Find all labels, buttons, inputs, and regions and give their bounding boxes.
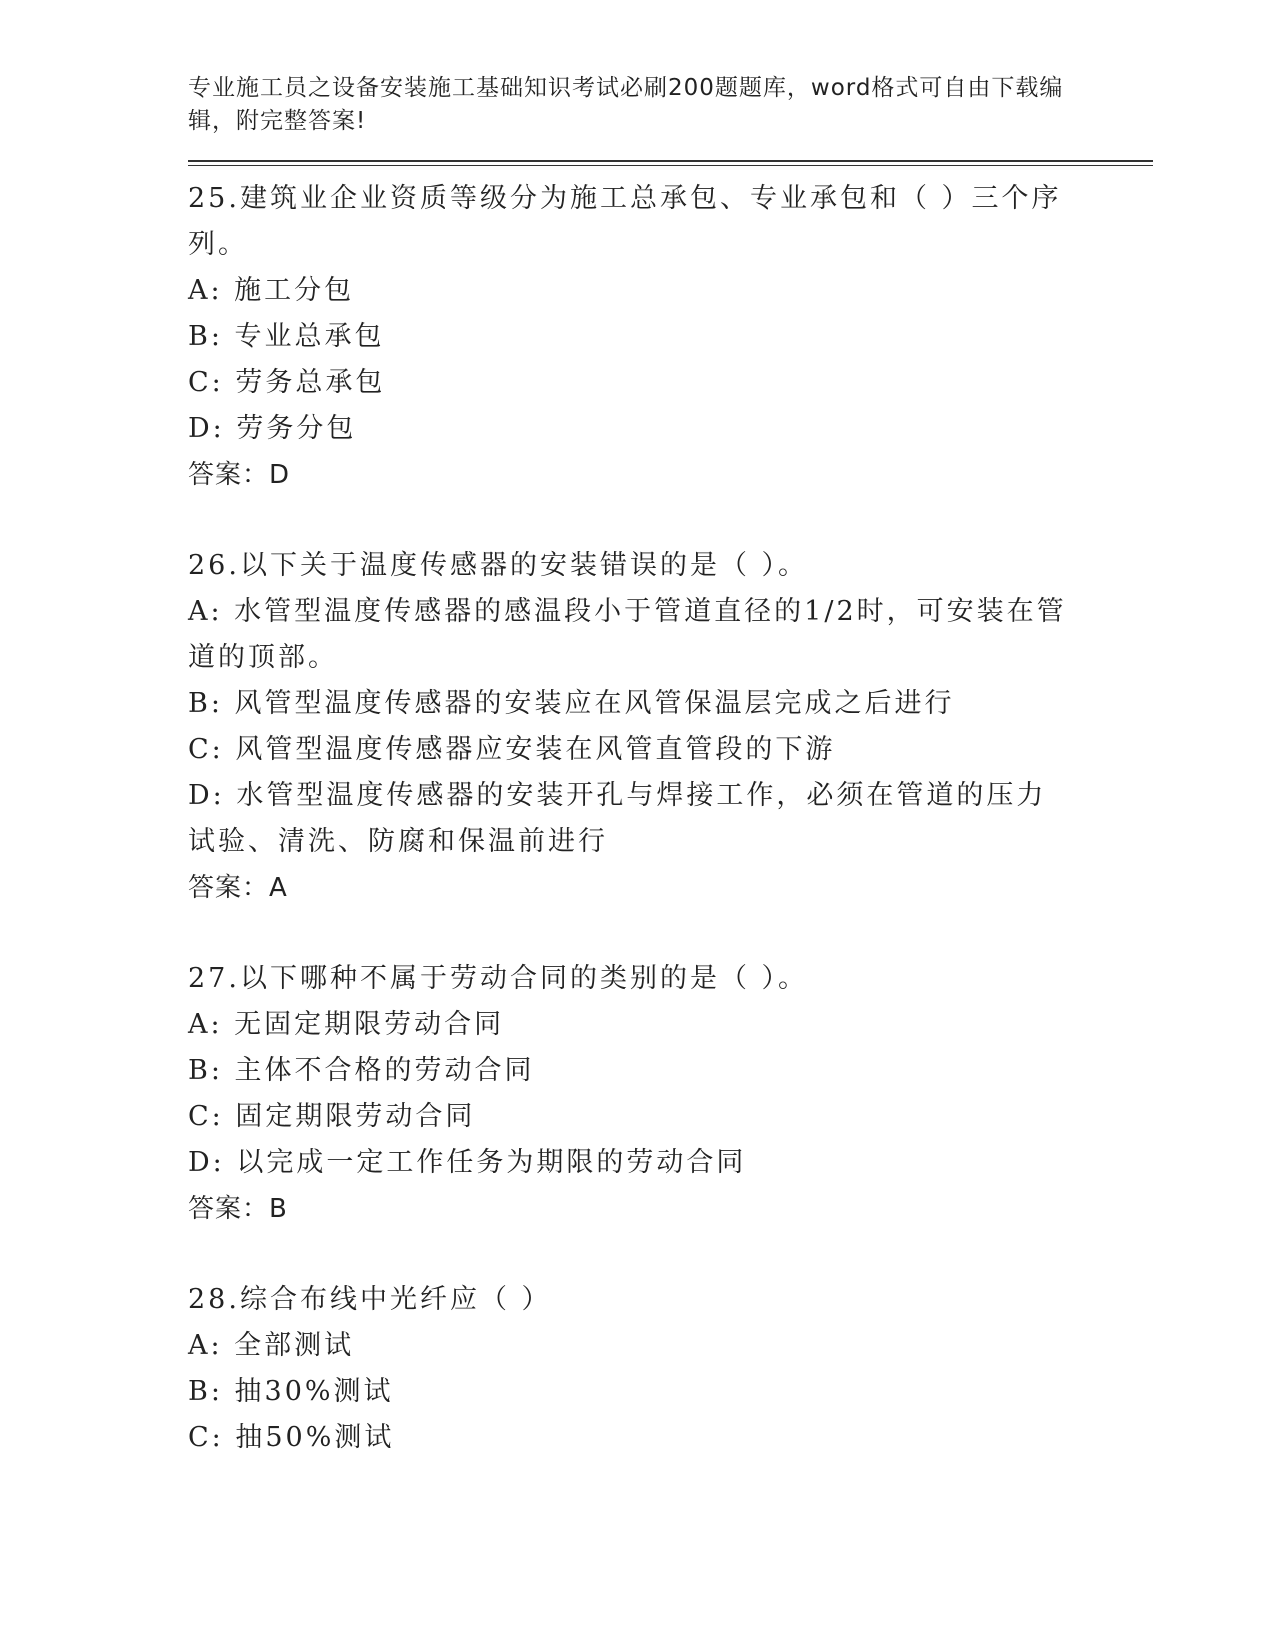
document-header: 专业施工员之设备安装施工基础知识考试必刷200题题库，word格式可自由下载编辑，附完整答案! (188, 75, 1064, 134)
answer-label: 答案：A (188, 873, 288, 903)
option-c: C: 劳务总承包 (188, 367, 386, 398)
option-a: A: 全部测试 (188, 1330, 355, 1361)
question-stem: 28.综合布线中光纤应（ ） (188, 1284, 552, 1315)
answer-label: 答案：D (188, 460, 291, 490)
option-b: B: 专业总承包 (188, 321, 385, 352)
option-b: B: 风管型温度传感器的安装应在风管保温层完成之后进行 (188, 688, 955, 719)
document-page (188, 72, 1153, 1506)
question-list (188, 176, 1153, 1461)
option-c: C: 固定期限劳动合同 (188, 1101, 476, 1132)
header-divider (188, 160, 1153, 166)
option-a: A: 无固定期限劳动合同 (188, 1009, 505, 1040)
question-27 (188, 956, 1153, 1232)
option-d: D: 以完成一定工作任务为期限的劳动合同 (188, 1147, 747, 1178)
question-26 (188, 543, 1153, 911)
question-stem: 25.建筑业企业资质等级分为施工总承包、专业承包和（ ）三个序列。 (188, 183, 1062, 260)
question-25 (188, 176, 1153, 498)
option-a: A: 水管型温度传感器的感温段小于管道直径的1/2时，可安装在管道的顶部。 (188, 596, 1067, 673)
option-d: D: 水管型温度传感器的安装开孔与焊接工作，必须在管道的压力试验、清洗、防腐和保温前进行 (188, 780, 1047, 857)
question-28 (188, 1277, 1153, 1461)
option-d: D: 劳务分包 (188, 413, 357, 444)
option-b: B: 抽30%测试 (188, 1376, 394, 1407)
option-c: C: 风管型温度传感器应安装在风管直管段的下游 (188, 734, 836, 765)
answer-label: 答案：B (188, 1194, 288, 1224)
question-stem: 26.以下关于温度传感器的安装错误的是（ ）。 (188, 550, 809, 581)
question-stem: 27.以下哪种不属于劳动合同的类别的是（ ）。 (188, 963, 809, 994)
option-a: A: 施工分包 (188, 275, 355, 306)
option-c: C: 抽50%测试 (188, 1422, 395, 1453)
option-b: B: 主体不合格的劳动合同 (188, 1055, 535, 1086)
